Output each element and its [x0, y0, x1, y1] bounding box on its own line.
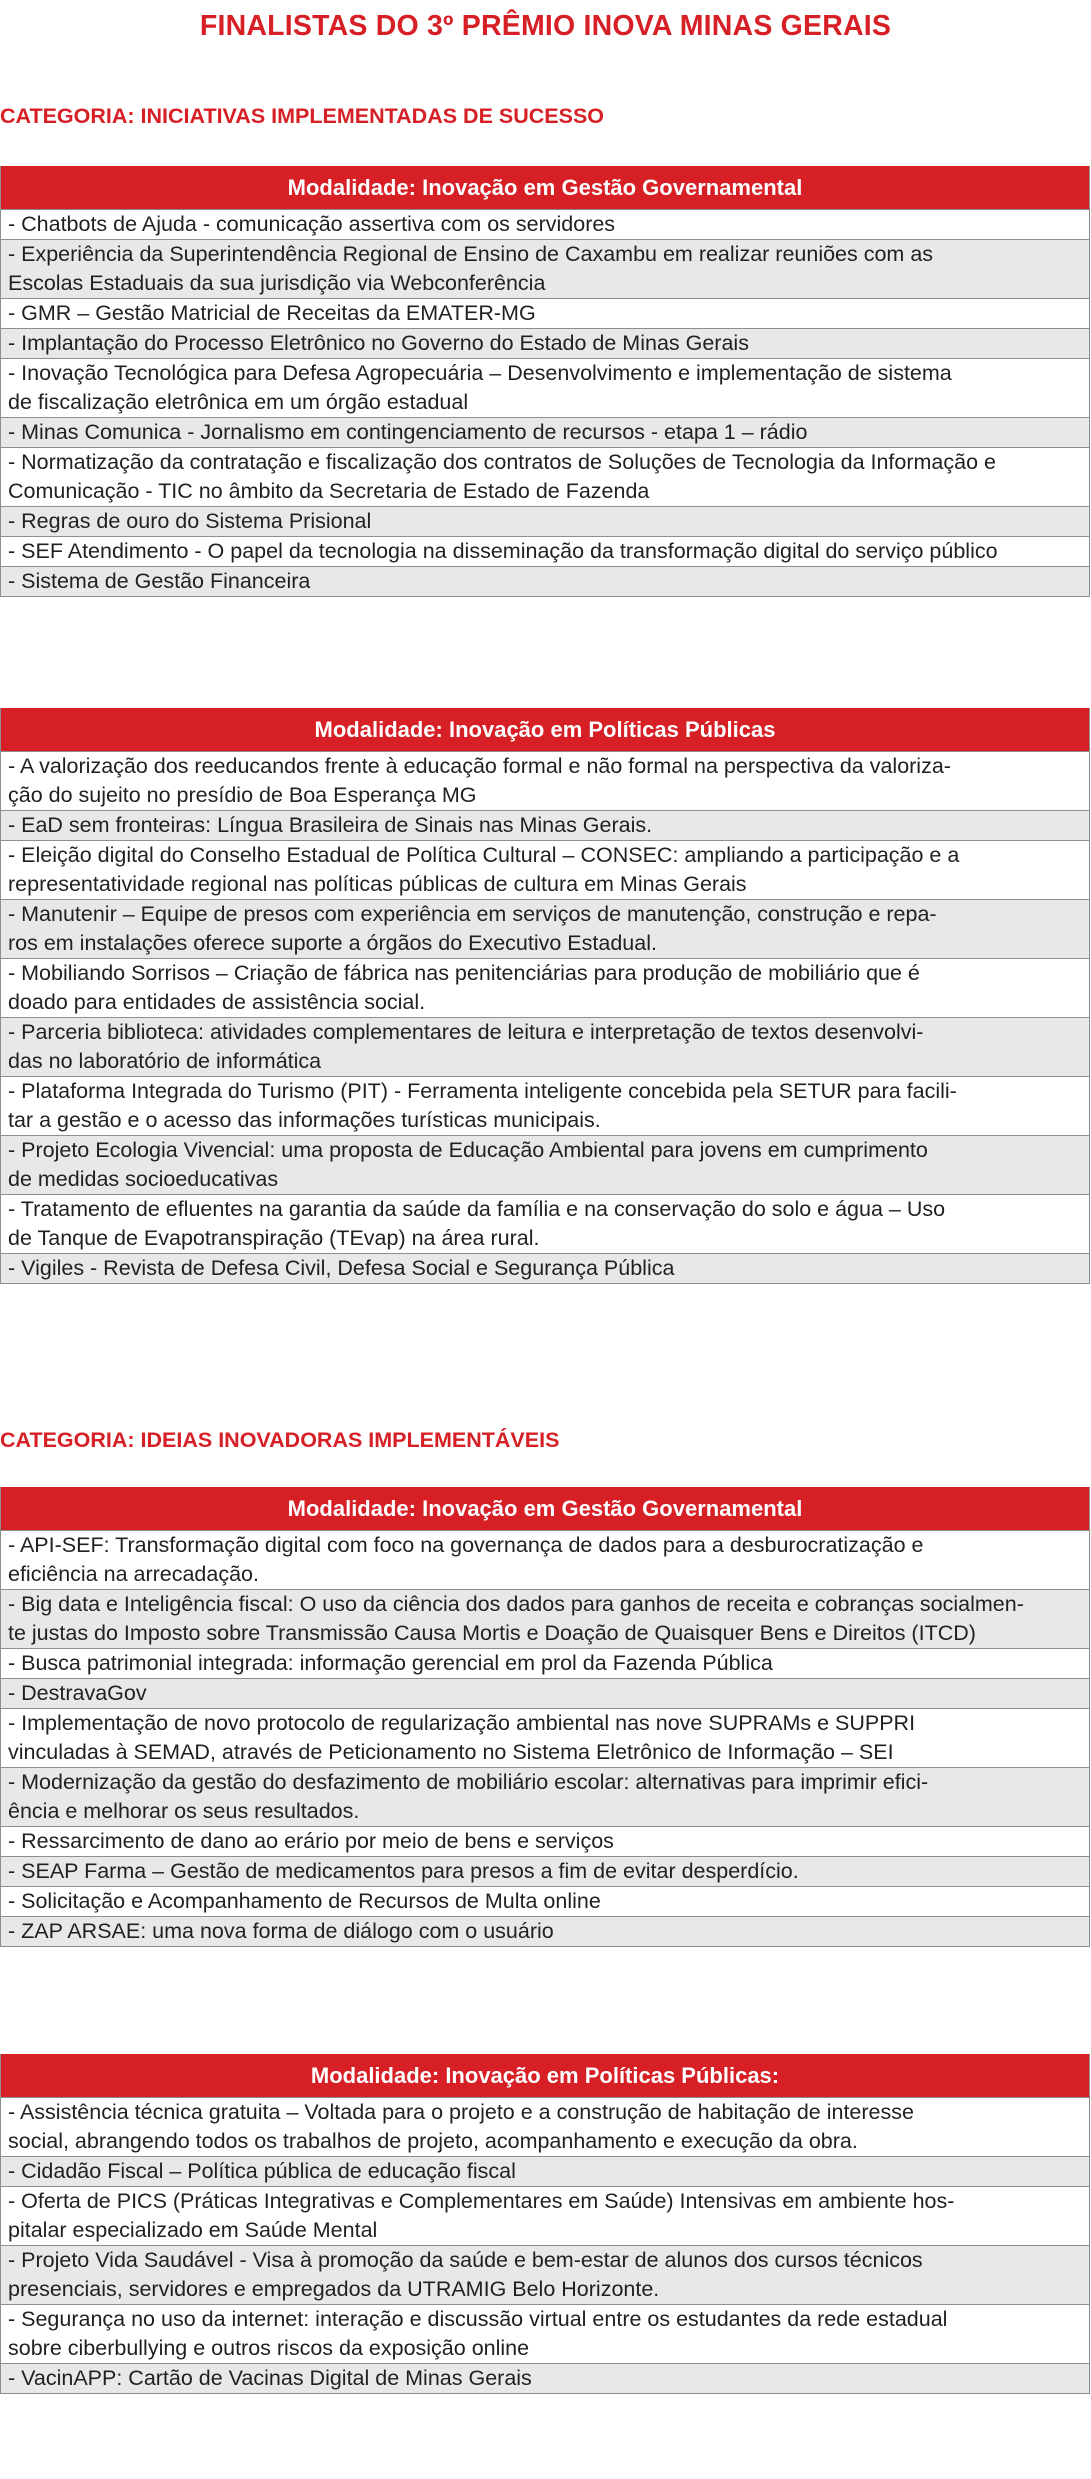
modality-header: Modalidade: Inovação em Gestão Governamental — [1, 1487, 1089, 1530]
table-row — [1, 1589, 1089, 1648]
row-text: representatividade regional nas políticas públicas de cultura em Minas Gerais — [8, 872, 747, 896]
row-text: - EaD sem fronteiras: Língua Brasileira de Sinais nas Minas Gerais. — [8, 813, 653, 837]
modality-header: Modalidade: Inovação em Políticas Públicas — [1, 708, 1089, 751]
row-text: - Manutenir – Equipe de presos com experiência em serviços de manutenção, construção e repa- — [8, 902, 937, 926]
row-text: - Chatbots de Ajuda - comunicação assertiva com os servidores — [8, 212, 616, 236]
table-row — [1, 1916, 1089, 1946]
table-row — [1, 566, 1089, 596]
table-row — [1, 298, 1089, 328]
table-row — [1, 1017, 1089, 1076]
row-text: de fiscalização eletrônica em um órgão estadual — [8, 390, 469, 414]
table-row — [1, 328, 1089, 358]
row-text: - Assistência técnica gratuita – Voltada para o projeto e a construção de habitação de interesse — [8, 2100, 914, 2124]
row-text: ção do sujeito no presídio de Boa Esperança MG — [8, 783, 477, 807]
row-text: presenciais, servidores e empregados da UTRAMIG Belo Horizonte. — [8, 2277, 660, 2301]
table-row — [1, 2363, 1089, 2393]
table-row — [1, 1826, 1089, 1856]
row-text: - Regras de ouro do Sistema Prisional — [8, 509, 372, 533]
row-text: - Parceria biblioteca: atividades complementares de leitura e interpretação de textos desenvolvi- — [8, 1020, 924, 1044]
row-text: - Inovação Tecnológica para Defesa Agropecuária – Desenvolvimento e implementação de sistema — [8, 361, 952, 385]
row-text: - DestravaGov — [8, 1681, 147, 1705]
table-row — [1, 2186, 1089, 2245]
table-row — [1, 1253, 1089, 1283]
row-text: Escolas Estaduais da sua jurisdição via Webconferência — [8, 271, 546, 295]
table-row — [1, 840, 1089, 899]
table-row — [1, 1194, 1089, 1253]
finalists-table — [0, 1487, 1090, 1947]
row-text: das no laboratório de informática — [8, 1049, 322, 1073]
table-row — [1, 2156, 1089, 2186]
row-text: - Sistema de Gestão Financeira — [8, 569, 311, 593]
modality-header: Modalidade: Inovação em Gestão Governamental — [1, 166, 1089, 209]
row-text: - Modernização da gestão do desfazimento de mobiliário escolar: alternativas para imprimir efici- — [8, 1770, 929, 1794]
finalists-table — [0, 2054, 1090, 2394]
table-row — [1, 1135, 1089, 1194]
table-row — [1, 1678, 1089, 1708]
category-heading: CATEGORIA: IDEIAS INOVADORAS IMPLEMENTÁVEIS — [0, 1428, 560, 1452]
table-row — [1, 1076, 1089, 1135]
row-text: - Implementação de novo protocolo de regularização ambiental nas nove SUPRAMs e SUPPRI — [8, 1711, 916, 1735]
row-text: te justas do Imposto sobre Transmissão Causa Mortis e Doação de Quaisquer Bens e Direitos (ITCD) — [8, 1621, 976, 1645]
table-row — [1, 2097, 1089, 2156]
row-text: - Plataforma Integrada do Turismo (PIT) - Ferramenta inteligente concebida pela SETUR para facili- — [8, 1079, 957, 1103]
row-text: - Projeto Vida Saudável - Visa à promoção da saúde e bem-estar de alunos dos cursos técnicos — [8, 2248, 923, 2272]
table-row — [1, 2245, 1089, 2304]
table-row — [1, 810, 1089, 840]
table-row — [1, 1648, 1089, 1678]
row-text: - Oferta de PICS (Práticas Integrativas e Complementares em Saúde) Intensivas em ambiente hos- — [8, 2189, 955, 2213]
row-text: ência e melhorar os seus resultados. — [8, 1799, 360, 1823]
row-text: - API-SEF: Transformação digital com foco na governança de dados para a desburocratização e — [8, 1533, 924, 1557]
row-text: - Segurança no uso da internet: interação e discussão virtual entre os estudantes da rede estadual — [8, 2307, 948, 2331]
row-text: pitalar especializado em Saúde Mental — [8, 2218, 378, 2242]
row-text: - Cidadão Fiscal – Política pública de educação fiscal — [8, 2159, 516, 2183]
row-text: vinculadas à SEMAD, através de Peticionamento no Sistema Eletrônico de Informação – SEI — [8, 1740, 894, 1764]
row-text: - Big data e Inteligência fiscal: O uso da ciência dos dados para ganhos de receita e cobranças socialmen- — [8, 1592, 1024, 1616]
table-row — [1, 1856, 1089, 1886]
row-text: - Eleição digital do Conselho Estadual de Política Cultural – CONSEC: ampliando a participação e a — [8, 843, 960, 867]
row-text: - Minas Comunica - Jornalismo em contingenciamento de recursos - etapa 1 – rádio — [8, 420, 808, 444]
table-row — [1, 899, 1089, 958]
row-text: - SEAP Farma – Gestão de medicamentos para presos a fim de evitar desperdício. — [8, 1859, 799, 1883]
category-heading: CATEGORIA: INICIATIVAS IMPLEMENTADAS DE SUCESSO — [0, 104, 605, 128]
row-text: - Implantação do Processo Eletrônico no Governo do Estado de Minas Gerais — [8, 331, 749, 355]
row-text: social, abrangendo todos os trabalhos de projeto, acompanhamento e execução da obra. — [8, 2129, 858, 2153]
row-text: - Ressarcimento de dano ao erário por meio de bens e serviços — [8, 1829, 614, 1853]
row-text: de Tanque de Evapotranspiração (TEvap) na área rural. — [8, 1226, 540, 1250]
row-text: eficiência na arrecadação. — [8, 1562, 259, 1586]
row-text: de medidas socioeducativas — [8, 1167, 279, 1191]
table-row — [1, 1530, 1089, 1589]
row-text: - Experiência da Superintendência Regional de Ensino de Caxambu em realizar reuniões com as — [8, 242, 934, 266]
table-row — [1, 506, 1089, 536]
row-text: - Vigiles - Revista de Defesa Civil, Defesa Social e Segurança Pública — [8, 1256, 675, 1280]
row-text: sobre ciberbullying e outros riscos da exposição online — [8, 2336, 530, 2360]
row-text: - Tratamento de efluentes na garantia da saúde da família e na conservação do solo e água – Uso — [8, 1197, 946, 1221]
table-row — [1, 239, 1089, 298]
page-title: FINALISTAS DO 3º PRÊMIO INOVA MINAS GERAIS — [199, 10, 892, 42]
row-text: - Mobiliando Sorrisos – Criação de fábrica nas penitenciárias para produção de mobiliário que é — [8, 961, 920, 985]
finalists-table — [0, 166, 1090, 597]
row-text: - Busca patrimonial integrada: informação gerencial em prol da Fazenda Pública — [8, 1651, 773, 1675]
table-row — [1, 958, 1089, 1017]
row-text: Comunicação - TIC no âmbito da Secretaria de Estado de Fazenda — [8, 479, 650, 503]
table-row — [1, 751, 1089, 810]
table-row — [1, 1767, 1089, 1826]
table-row — [1, 209, 1089, 239]
table-row — [1, 536, 1089, 566]
row-text: - VacinAPP: Cartão de Vacinas Digital de Minas Gerais — [8, 2366, 532, 2390]
row-text: - Solicitação e Acompanhamento de Recursos de Multa online — [8, 1889, 601, 1913]
row-text: - SEF Atendimento - O papel da tecnologia na disseminação da transformação digital do serviço público — [8, 539, 998, 563]
row-text: - ZAP ARSAE: uma nova forma de diálogo com o usuário — [8, 1919, 554, 1943]
row-text: doado para entidades de assistência social. — [8, 990, 426, 1014]
table-row — [1, 358, 1089, 417]
modality-header: Modalidade: Inovação em Políticas Públicas: — [1, 2054, 1089, 2097]
finalists-table — [0, 708, 1090, 1284]
row-text: - GMR – Gestão Matricial de Receitas da EMATER-MG — [8, 301, 536, 325]
row-text: ros em instalações oferece suporte a órgãos do Executivo Estadual. — [8, 931, 657, 955]
row-text: - Projeto Ecologia Vivencial: uma proposta de Educação Ambiental para jovens em cumprimento — [8, 1138, 928, 1162]
table-row — [1, 1886, 1089, 1916]
row-text: tar a gestão e o acesso das informações turísticas municipais. — [8, 1108, 601, 1132]
table-row — [1, 1708, 1089, 1767]
table-row — [1, 447, 1089, 506]
row-text: - A valorização dos reeducandos frente à educação formal e não formal na perspectiva da valoriza- — [8, 754, 951, 778]
table-row — [1, 417, 1089, 447]
table-row — [1, 2304, 1089, 2363]
row-text: - Normatização da contratação e fiscalização dos contratos de Soluções de Tecnologia da Informação e — [8, 450, 996, 474]
